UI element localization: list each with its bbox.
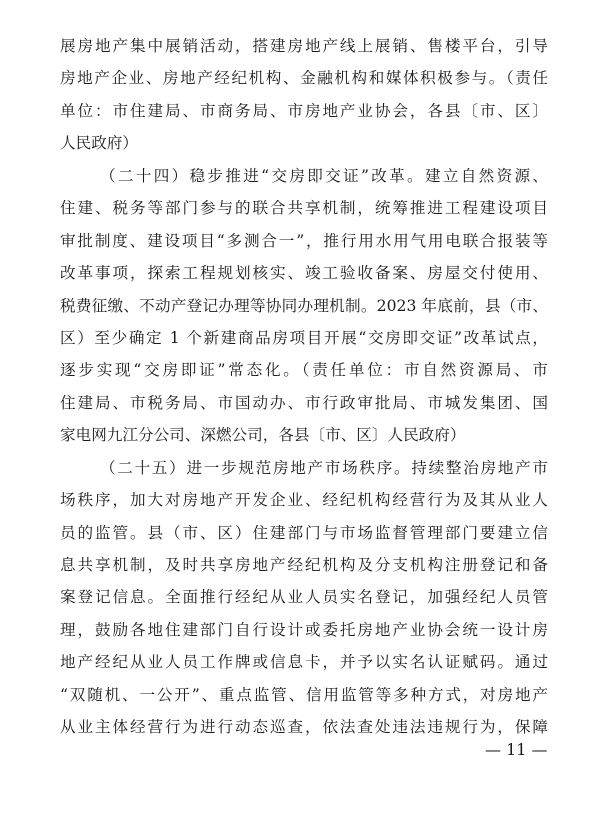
body-text-line: 理，鼓励各地住建部门自行设计或委托房地产业协会统一设计房	[60, 621, 548, 639]
body-text-line: 逐步实现“交房即证”常态化。（责任单位：市自然资源局、市	[60, 361, 548, 379]
body-text-line: 审批制度、建设项目“多测合一”，推行用水用气用电联合报装等	[60, 232, 548, 250]
body-text-line: 家电网九江分公司、深燃公司，各县〔市、区〕人民政府）	[60, 426, 466, 444]
body-text-line: 住建局、市税务局、市国动办、市行政审批局、市城发集团、国	[60, 394, 548, 412]
body-text-line: 地产经纪从业人员工作牌或信息卡，并予以实名认证赋码。通过	[60, 653, 548, 671]
body-text-line: “双随机、一公开”、重点监管、信用监管等多种方式，对房地产	[60, 686, 548, 704]
body-text-line: 改革事项，探索工程规划核实、竣工验收备案、房屋交付使用、	[60, 264, 548, 282]
body-text-line: 税费征缴、不动产登记办理等协同办理机制。2023 年底前，县（市、	[60, 297, 548, 315]
body-text-line: 单位：市住建局、市商务局、市房地产业协会，各县〔市、区〕	[60, 102, 548, 120]
section-heading-line: （二十四）稳步推进“交房即交证”改革。建立自然资源、	[100, 167, 548, 185]
body-text-line: 展房地产集中展销活动，搭建房地产线上展销、售楼平台，引导	[60, 37, 548, 55]
body-text-line: 区）至少确定 1 个新建商品房项目开展“交房即交证”改革试点，	[60, 329, 548, 347]
body-text-line: 房地产企业、房地产经纪机构、金融机构和媒体积极参与。（责任	[60, 69, 548, 87]
body-text-line: 从业主体经营行为进行动态巡查，依法查处违法违规行为，保障	[60, 718, 548, 736]
body-text-line: 住建、税务等部门参与的联合共享机制，统筹推进工程建设项目	[60, 199, 548, 217]
body-text-line: 息共享机制，及时共享房地产经纪机构及分支机构注册登记和备	[60, 556, 548, 574]
page-number: — 11 —	[485, 740, 548, 759]
section-heading-line: （二十五）进一步规范房地产市场秩序。持续整治房地产市	[100, 459, 548, 477]
body-text-line: 场秩序，加大对房地产开发企业、经纪机构经营行为及其从业人	[60, 491, 548, 509]
body-text-line: 案登记信息。全面推行经纪从业人员实名登记，加强经纪人员管	[60, 588, 548, 606]
body-text-line: 人民政府）	[60, 134, 138, 152]
body-text-line: 员的监管。县（市、区）住建部门与市场监督管理部门要建立信	[60, 524, 548, 542]
